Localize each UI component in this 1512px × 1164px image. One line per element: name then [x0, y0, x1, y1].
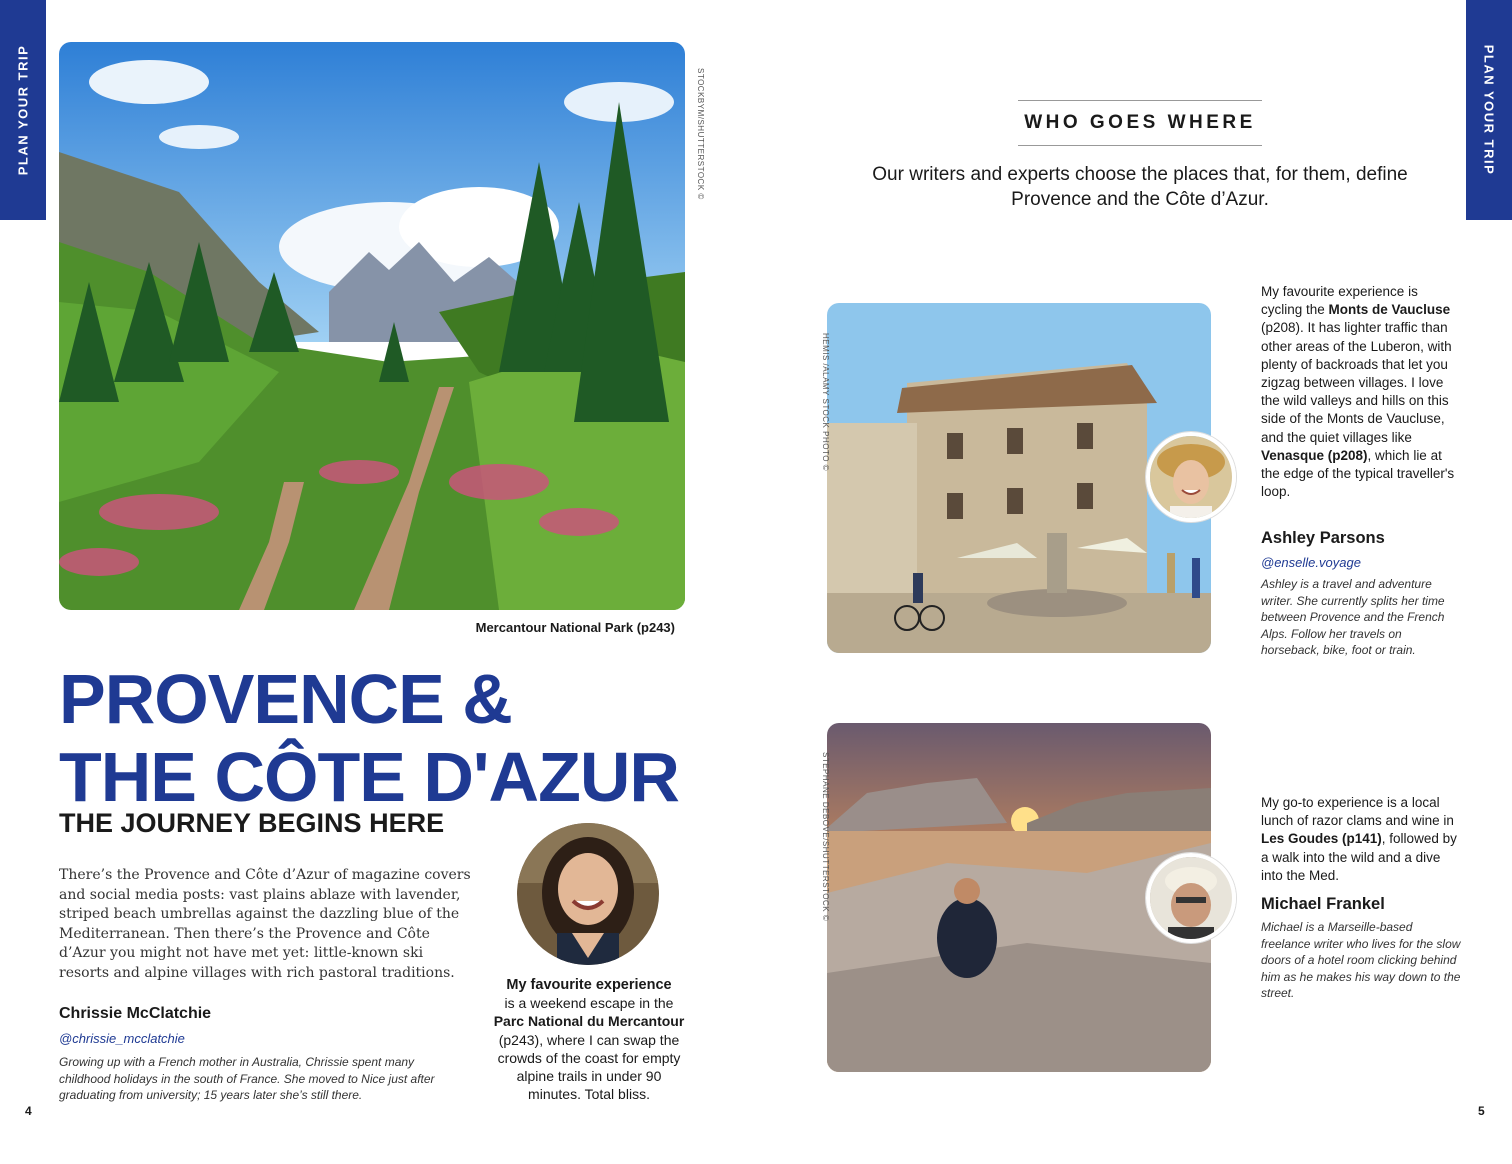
section-tab-left	[0, 0, 46, 220]
favourite-experience	[489, 976, 689, 1103]
experience-text: , followed by a walk into the wild and a dive into the Med.	[1261, 831, 1457, 883]
author-name: Chrissie McClatchie	[59, 1005, 212, 1022]
photo-credit: HEMIS /ALAMY STOCK PHOTO ©	[821, 333, 830, 472]
author-bio: Growing up with a French mother in Australia, Chrissie spent many childhood holidays in the south of France. She moved to Nice just after graduating from university; 15 years later she’s still there.	[59, 1055, 435, 1102]
experience-place: Monts de Vaucluse	[1328, 302, 1451, 318]
experience-place: Venasque (p208)	[1261, 447, 1368, 463]
experience-text: My favourite experience is cycling the	[1261, 284, 1418, 318]
intro-paragraph: There’s the Provence and Côte d’Azur of magazine covers and social media posts: vast plains ablaze with lavender, striped beach umbrellas against the dazzling blue of the Mediterranean. Then there’s the Provence and Côte d’Azur you might not have met yet: little-known ski resorts and alpine villages with rich pastoral traditions.	[59, 867, 471, 981]
experience-text: , which lie at the edge of the typical traveller's loop.	[1261, 447, 1455, 500]
writer-portrait-image	[1150, 436, 1232, 518]
page-subtitle: THE JOURNEY BEGINS HERE	[59, 808, 445, 838]
writer-experience	[1261, 794, 1461, 885]
author-portrait-image	[517, 823, 659, 965]
writer-experience	[1261, 283, 1461, 501]
experience-place: Les Goudes (p141)	[1261, 831, 1382, 847]
writer-name: Michael Frankel	[1261, 895, 1385, 913]
mercantour-photo	[59, 42, 685, 610]
writer-name: Ashley Parsons	[1261, 529, 1385, 547]
author-avatar	[517, 823, 659, 965]
section-tab-label: PLAN YOUR TRIP	[1481, 44, 1497, 176]
heading-rule-bottom	[1018, 145, 1262, 146]
photo-credit: STEPHANE DEBOVE/SHUTTERSTOCK ©	[821, 752, 830, 922]
heading-rule-top	[1018, 100, 1262, 101]
page-title	[59, 660, 759, 816]
photo-caption: Mercantour National Park (p243)	[475, 620, 675, 635]
favourite-text: (p243), where I can swap the crowds of the coast for empty alpine trails in under 90 minutes. Total bliss.	[497, 1031, 681, 1103]
writer-bio: Michael is a Marseille-based freelance writer who lives for the slow doors of a hotel room clicking behind him as he makes his way down to the street.	[1261, 920, 1461, 1000]
writer-handle[interactable]: @enselle.voyage	[1261, 555, 1361, 570]
page-number-right: 5	[1478, 1104, 1485, 1118]
experience-text: My go-to experience is a local lunch of razor clams and wine in	[1261, 795, 1454, 829]
section-tab-label: PLAN YOUR TRIP	[15, 44, 31, 176]
page-number-left: 4	[25, 1104, 32, 1118]
favourite-heading: My favourite experience	[506, 977, 672, 993]
section-heading: WHO GOES WHERE	[1024, 112, 1256, 133]
section-intro: Our writers and experts choose the places that, for them, define Provence and the Côte d’Azur.	[872, 164, 1408, 210]
page-title-line: THE CÔTE D'AZUR	[59, 738, 679, 816]
mountain-landscape-image	[59, 42, 685, 610]
author-handle[interactable]: @chrissie_mcclatchie	[59, 1031, 185, 1046]
writer-portrait-image	[1150, 857, 1232, 939]
writer-bio: Ashley is a travel and adventure writer. She currently splits her time between Provence and the French Alps. Follow her travels on horseback, bike, foot or train.	[1261, 577, 1445, 657]
photo-credit: STOCKBYM/SHUTTERSTOCK ©	[696, 68, 705, 200]
writer-avatar	[1146, 432, 1236, 522]
favourite-text: is a weekend escape in the	[504, 995, 674, 1012]
page-title-line: PROVENCE &	[59, 660, 512, 738]
writer-avatar	[1146, 853, 1236, 943]
favourite-place: Parc National du Mercantour	[493, 1013, 685, 1030]
experience-text: (p208). It has lighter traffic than other areas of the Luberon, with plenty of backroads that let you zigzag between villages. I love the wild valleys and hills on this side of the Monts de Vaucluse, and the quiet villages like	[1261, 320, 1452, 445]
section-tab-right	[1466, 0, 1512, 220]
